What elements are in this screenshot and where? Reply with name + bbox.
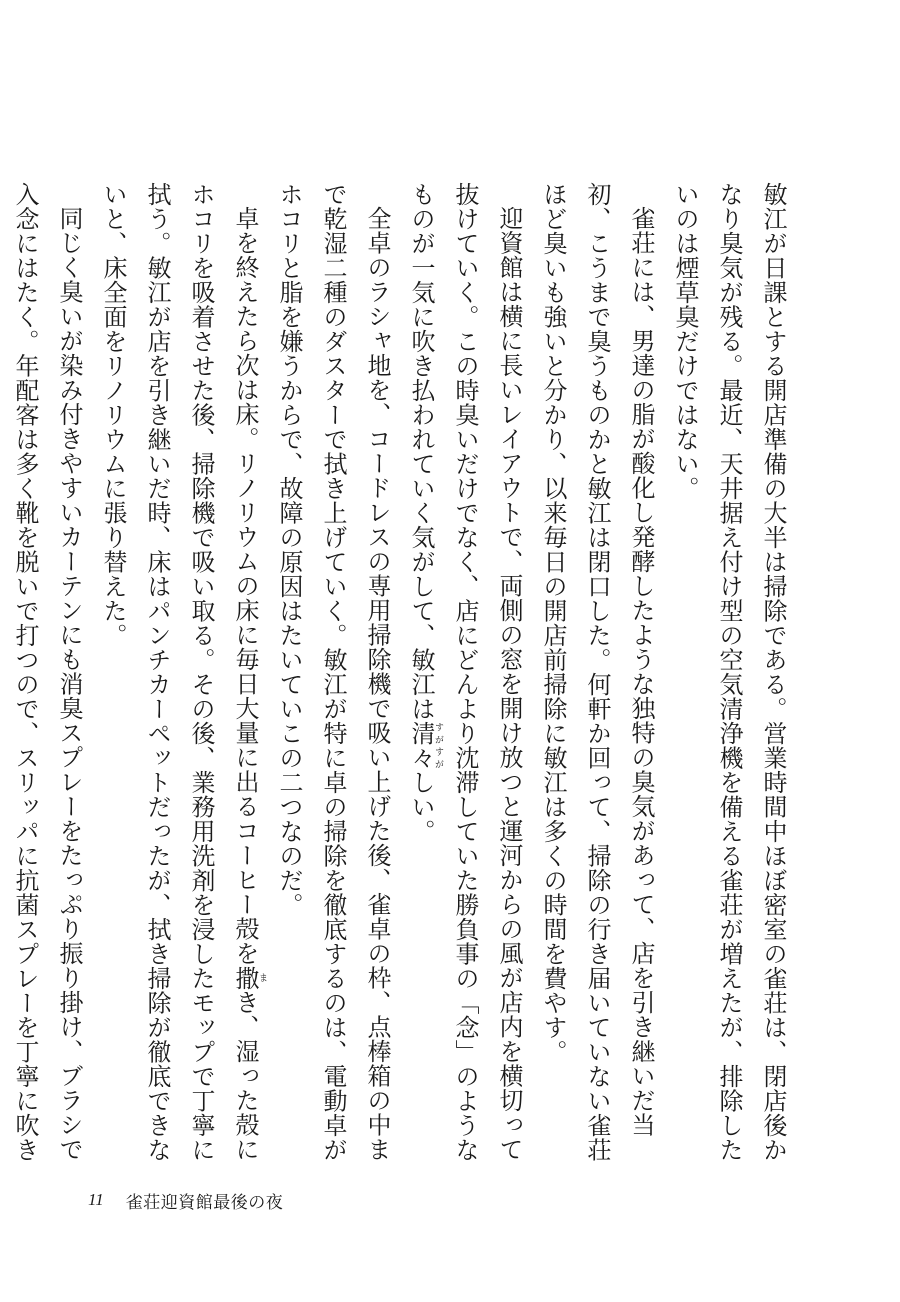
paragraph-3-text-before: 迎資館は横に長いレイアウトで、両側の窓を開け放つと運河からの風が店内を横切って抜けていく。この時臭いだけでなく、店にどんより沈滞していた勝負事の「念」のようなものが一気に吹き払われていく気がして、敏江は [407, 182, 523, 1162]
ruby-base: 清々 [407, 721, 435, 770]
paragraph-3-text-after: しい。 [407, 770, 435, 844]
paragraph-6 [0, 182, 91, 1162]
ruby-ma [231, 965, 267, 991]
ruby-reading: すがすが [433, 721, 443, 770]
paragraph-1-text: 敏江が日課とする開店準備の大半は掃除である。営業時間中ほぼ密室の雀荘は、閉店後かなり臭気が残る。最近、天井据え付け型の空気清浄機を備える雀荘が増えたが、排除したいのは煙草臭だけではない。 [671, 182, 787, 1162]
ruby-reading: ま [257, 965, 267, 990]
ruby-sugasuga [407, 721, 443, 770]
page-number: 11 [88, 1190, 104, 1209]
paragraph-5-text-before: 卓を終えたら次は床。リノリウムの床に毎日大量に出るコーヒー殻を [231, 206, 259, 966]
paragraph-2-text: 雀荘には、男達の脂が酸化し発酵したような独特の臭気があって、店を引き継いだ当初、こうまで臭うものかと敏江は閉口した。何軒か回って、掃除の行き届いていない雀荘ほど臭いも強いと分かり、以来毎日の開店前掃除に敏江は多くの時間を費やす。 [539, 182, 655, 1162]
paragraph-6-text: 同じく臭いが染み付きやすいカーテンにも消臭スプレーをたっぷり振り掛け、ブラシで入念にはたく。年配客は多く靴を脱いで打つので、スリッパに抗菌スプレーを丁寧に吹き [11, 182, 83, 1162]
running-title: 雀荘迎資館最後の夜 [125, 1192, 284, 1213]
body-text [11, 182, 795, 1162]
paragraph-2 [531, 182, 663, 1162]
paragraph-5 [91, 182, 267, 1162]
paragraph-4 [267, 182, 399, 1162]
ruby-base: 撒 [231, 965, 259, 990]
paragraph-1 [663, 182, 795, 1162]
paragraph-4-text: 全卓のラシャ地を、コードレスの専用掃除機で吸い上げた後、雀卓の枠、点棒箱の中まで乾湿二種のダスターで拭き上げていく。敏江が特に卓の掃除を徹底するのは、電動卓がホコリと脂を嫌うからで、故障の原因はたいていこの二つなのだ。 [275, 182, 391, 1162]
paragraph-5-text-after: き、湿った殻にホコリを吸着させた後、掃除機で吸い取る。その後、業務用洗剤を浸したモップで丁寧に拭う。敏江が店を引き継いだ時、床はパンチカーペットだったが、拭き掃除が徹底できないと、床全面をリノリウムに張り替えた。 [99, 182, 259, 1162]
page-footer [88, 1188, 283, 1212]
paragraph-3 [399, 182, 531, 1162]
